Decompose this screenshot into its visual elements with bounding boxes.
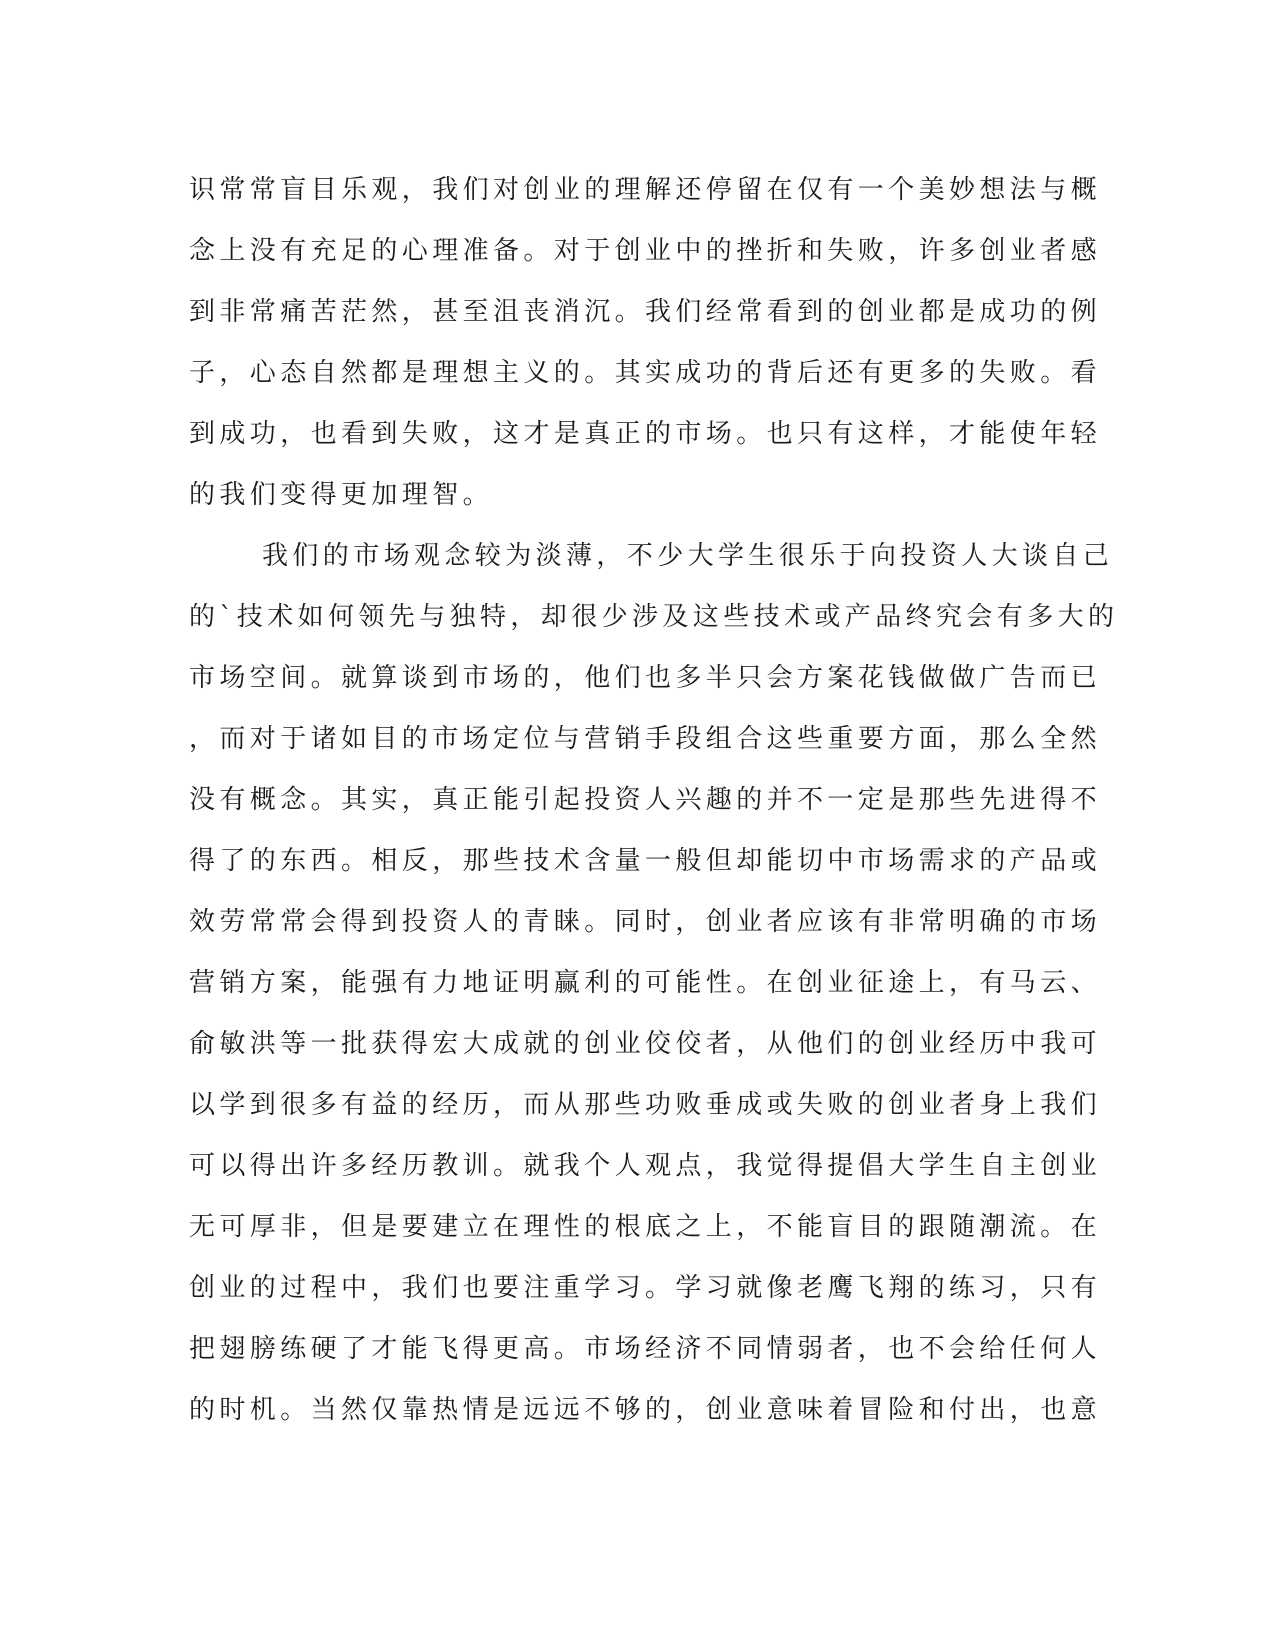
text-line-4: 子，心态自然都是理想主义的。其实成功的背后还有更多的失败。看: [189, 358, 1102, 388]
text-line-19: 创业的过程中，我们也要注重学习。学习就像老鹰飞翔的练习，只有: [189, 1273, 1102, 1303]
text-line-17: 可以得出许多经历教训。就我个人观点，我觉得提倡大学生自主创业: [189, 1151, 1102, 1181]
text-line-14: 营销方案，能强有力地证明赢利的可能性。在创业征途上，有马云、: [189, 968, 1102, 998]
text-line-9: 市场空间。就算谈到市场的，他们也多半只会方案花钱做做广告而已: [189, 663, 1102, 693]
text-line-6: 的我们变得更加理智。: [189, 480, 494, 510]
text-line-11: 没有概念。其实，真正能引起投资人兴趣的并不一定是那些先进得不: [189, 785, 1102, 815]
text-line-2: 念上没有充足的心理准备。对于创业中的挫折和失败，许多创业者感: [189, 236, 1102, 266]
text-line-3: 到非常痛苦茫然，甚至沮丧消沉。我们经常看到的创业都是成功的例: [189, 297, 1102, 327]
text-line-21: 的时机。当然仅靠热情是远远不够的，创业意味着冒险和付出，也意: [189, 1395, 1102, 1425]
text-line-13: 效劳常常会得到投资人的青睐。同时，创业者应该有非常明确的市场: [189, 907, 1102, 937]
text-line-20: 把翅膀练硬了才能飞得更高。市场经济不同情弱者，也不会给任何人: [189, 1334, 1102, 1364]
text-line-1: 识常常盲目乐观，我们对创业的理解还停留在仅有一个美妙想法与概: [189, 175, 1102, 205]
text-line-10: ，而对于诸如目的市场定位与营销手段组合这些重要方面，那么全然: [189, 724, 1102, 754]
text-line-7-paragraph-start: 我们的市场观念较为淡薄，不少大学生很乐于向投资人大谈自己: [262, 541, 1114, 571]
text-line-12: 得了的东西。相反，那些技术含量一般但却能切中市场需求的产品或: [189, 846, 1102, 876]
text-line-18: 无可厚非，但是要建立在理性的根底之上，不能盲目的跟随潮流。在: [189, 1212, 1102, 1242]
text-line-5: 到成功，也看到失败，这才是真正的市场。也只有这样，才能使年轻: [189, 419, 1102, 449]
text-line-15: 俞敏洪等一批获得宏大成就的创业佼佼者，从他们的创业经历中我可: [189, 1029, 1102, 1059]
body-text: [189, 160, 1119, 1441]
text-line-8: 的`技术如何领先与独特，却很少涉及这些技术或产品终究会有多大的: [189, 602, 1119, 632]
text-line-16: 以学到很多有益的经历，而从那些功败垂成或失败的创业者身上我们: [189, 1090, 1102, 1120]
